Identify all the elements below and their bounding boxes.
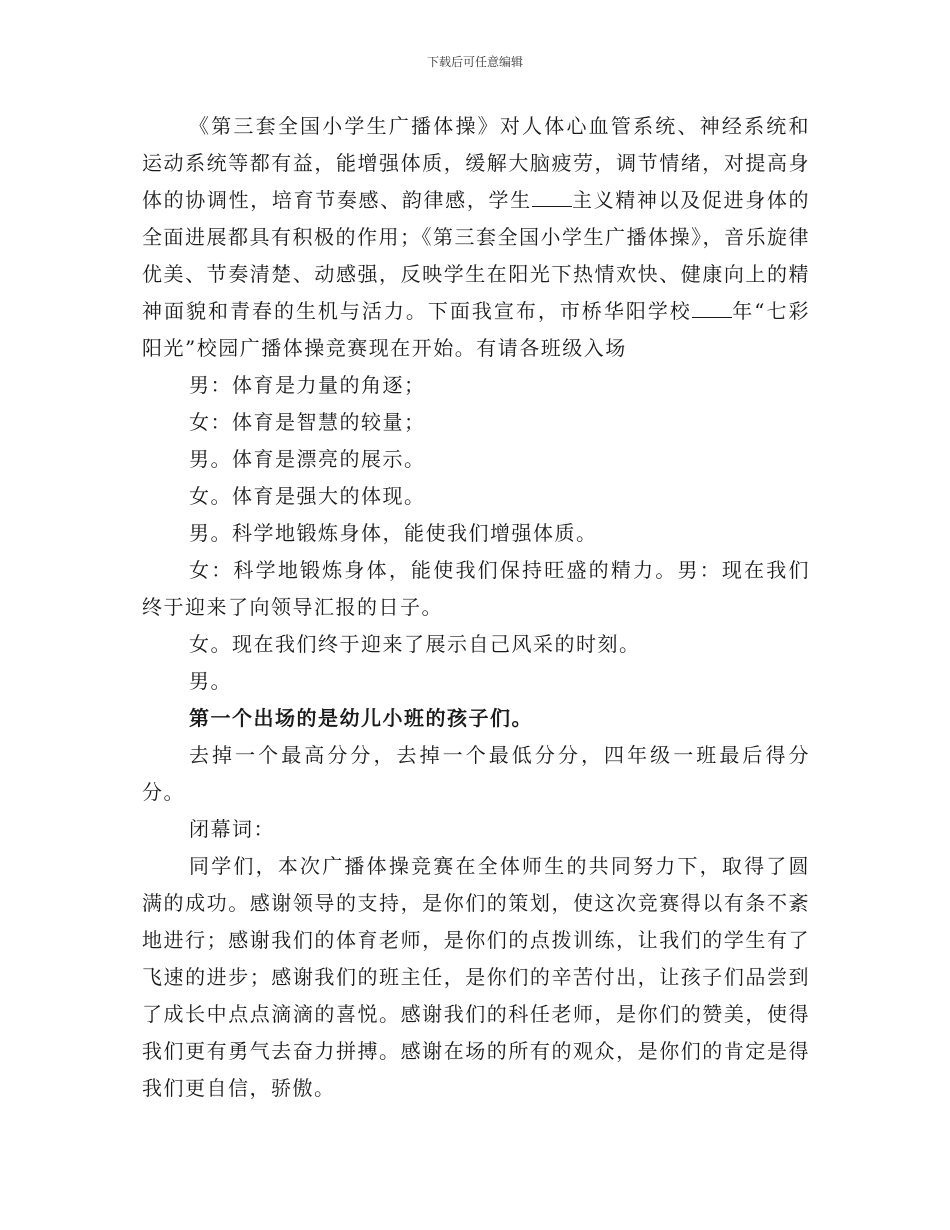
blank-field bbox=[692, 299, 732, 318]
dialogue-line: 女。体育是强大的体现。 bbox=[189, 484, 426, 508]
opening-paragraph bbox=[142, 108, 810, 367]
blank-field bbox=[532, 188, 572, 207]
opening-text-1: 《第三套全国小学生广播体操》对人体心血管系统、神经系统和运动系统等都有益，能增强体质，缓解大脑疲劳，调节情绪，对提高身体的协调性，培育节奏感、韵律感，学生 bbox=[142, 114, 810, 212]
dialogue-line: 女。现在我们终于迎来了展示自己风采的时刻。 bbox=[189, 632, 641, 656]
closing-title: 闭幕词： bbox=[189, 817, 275, 841]
document-body bbox=[142, 108, 810, 1107]
first-entry-announcement: 第一个出场的是幼儿小班的孩子们。 bbox=[189, 706, 533, 730]
dialogue-line: 男。科学地锻炼身体，能使我们增强体质。 bbox=[189, 521, 598, 545]
closing-paragraph: 同学们，本次广播体操竞赛在全体师生的共同努力下，取得了圆满的成功。感谢领导的支持，是你们的策划，使这次竞赛得以有条不紊地进行；感谢我们的体育老师，是你们的点拨训练，让我们的学生有了飞速的进步；感谢我们的班主任，是你们的辛苦付出，让孩子们品尝到了成长中点点滴滴的喜悦。感谢我们的科任老师，是你们的赞美，使得我们更有勇气去奋力拼搏。感谢在场的所有的观众，是你们的肯定是得我们更自信，骄傲。 bbox=[142, 854, 810, 1100]
dialogue-line: 男。 bbox=[189, 669, 232, 693]
dialogue-line: 女：体育是智慧的较量； bbox=[189, 410, 426, 434]
dialogue-line: 男。体育是漂亮的展示。 bbox=[189, 447, 426, 471]
opening-text-2: 主义精神以及促进身体的全面进展都具有积极的作用；《第三套全国小学生广播体操》，音乐旋律优美、节奏清楚、动感强，反映学生在阳光下热情欢快、健康向上的精神面貌和青春的生机与活力。下面我宣布，市桥华阳学校 bbox=[142, 188, 811, 323]
dialogue-line: 男：体育是力量的角逐； bbox=[189, 373, 426, 397]
dialogue-line: 女：科学地锻炼身体，能使我们保持旺盛的精力。男：现在我们终于迎来了向领导汇报的日子。 bbox=[142, 558, 810, 619]
page-header: 下载后可任意编辑 bbox=[426, 55, 523, 69]
score-announcement: 去掉一个最高分分，去掉一个最低分分，四年级一班最后得分分。 bbox=[142, 743, 810, 804]
opening-text-3: 年“七彩阳光”校园广播体操竞赛现在开始。有请各班级入场 bbox=[142, 299, 811, 360]
